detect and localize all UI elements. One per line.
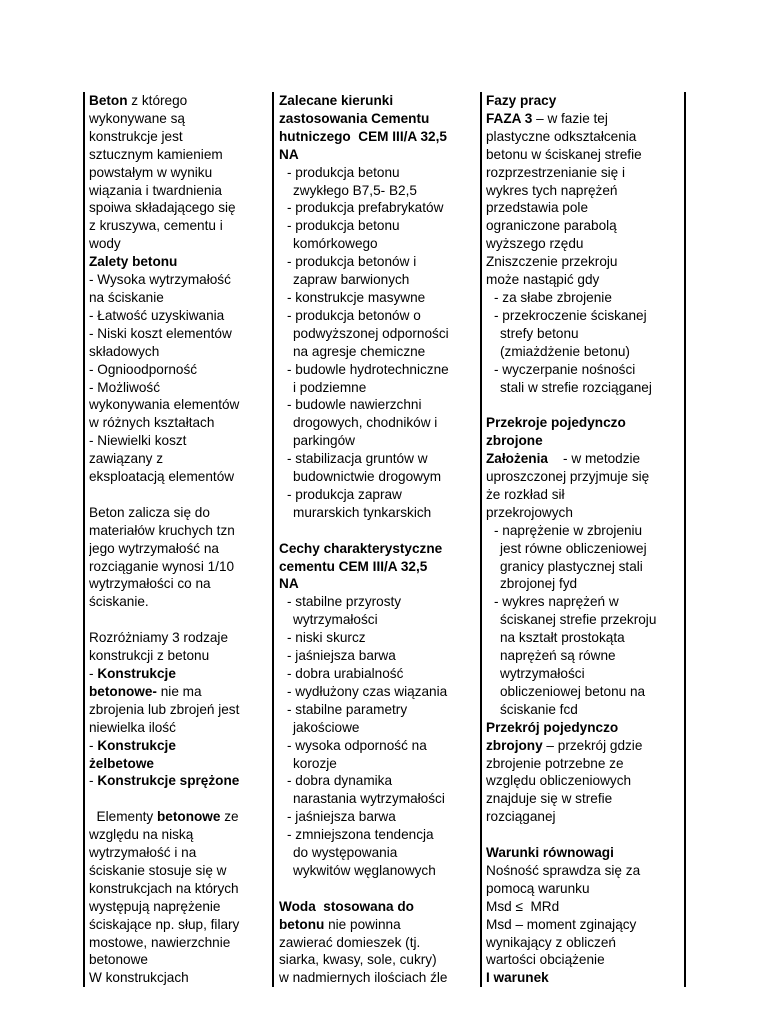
text-line: zbrojenie potrzebne ze <box>486 755 624 771</box>
list-item: - wyczerpanie nośności <box>494 361 636 377</box>
text-line: Zniszczenie przekroju <box>486 254 618 270</box>
text-line: Założenia - w metodzie <box>486 451 641 467</box>
text-line: eksploatacją elementów <box>89 469 235 485</box>
list-item: - stabilne parametry <box>287 701 408 717</box>
text-line: Rozróżniamy 3 rodzaje <box>89 630 229 646</box>
text-line: z kruszywa, cementu i <box>89 218 223 234</box>
list-item: - jaśniejsza barwa <box>287 648 396 664</box>
text-line: Nośność sprawdza się za <box>486 862 641 878</box>
text-line: składowych <box>89 343 160 359</box>
list-item: - zmniejszona tendencja <box>287 827 434 843</box>
list-item: - budowle hydrotechniczne <box>287 361 449 377</box>
text-line: betonu nie powinna <box>279 916 401 932</box>
text-line: wykres tych naprężeń <box>486 182 618 198</box>
list-item: - jaśniejsza barwa <box>287 809 396 825</box>
text-line: powstałym w wyniku <box>89 164 213 180</box>
text-line: pomocą warunku <box>486 880 590 896</box>
text-line: wytrzymałości <box>293 612 378 628</box>
text-line: ściskające np. słup, filary <box>89 916 240 932</box>
list-item: - Łatwość uzyskiwania <box>89 307 225 323</box>
text-line: wykonywane są <box>89 110 185 126</box>
list-item: - dobra dynamika <box>287 773 393 789</box>
text-line: zawierać domieszek (tj. <box>279 934 421 950</box>
section-heading: hutniczego CEM III/A 32,5 <box>279 128 447 144</box>
section-heading: Fazy pracy <box>486 93 557 108</box>
section-heading: NA <box>279 576 299 592</box>
text-line: zbrojonej fyd <box>500 576 578 592</box>
text-line: obliczeniowej betonu na <box>500 683 646 699</box>
text-line: narastania wytrzymałości <box>293 791 445 807</box>
list-item: - Wysoka wytrzymałość <box>89 272 231 288</box>
text-line: na kształt prostokąta <box>500 630 625 646</box>
text-line: do występowania <box>293 845 398 861</box>
list-item: - Możliwość <box>89 379 160 395</box>
list-item: - produkcja prefabrykatów <box>287 200 444 216</box>
column-beton <box>89 92 269 987</box>
list-item: - produkcja betonu <box>287 164 400 180</box>
list-item: - Niski koszt elementów <box>89 325 232 341</box>
list-item: - Konstrukcje <box>89 665 176 681</box>
text-line: wykwitów węglanowych <box>293 862 436 878</box>
text-line: wartości obciążenie <box>486 952 605 968</box>
text-line: ściskanie fcd <box>500 701 578 717</box>
text-line: betonowe <box>89 952 148 968</box>
column-divider-1 <box>272 92 274 987</box>
text-line: budownictwie drogowym <box>293 469 442 485</box>
text-line: ściskanie. <box>89 594 149 610</box>
text-line: zwykłego B7,5- B2,5 <box>293 182 417 198</box>
blank-line <box>486 396 682 414</box>
text-line: wyższego rzędu <box>486 236 584 252</box>
text-line: żelbetowe <box>89 755 154 771</box>
section-heading: I warunek <box>486 970 549 986</box>
column-divider-right <box>684 92 686 987</box>
blank-line <box>486 826 682 844</box>
list-item: - za słabe zbrojenie <box>494 289 612 305</box>
list-item: - stabilne przyrosty <box>287 594 402 610</box>
text-line: niewielka ilość <box>89 719 176 735</box>
column-fazy-pracy <box>486 92 682 987</box>
blank-line <box>279 522 477 540</box>
list-item: - produkcja betonów o <box>287 307 421 323</box>
text-line: w różnych kształtach <box>89 415 215 431</box>
text-line: W konstrukcjach <box>89 970 189 986</box>
text-line: ściskanie stosuje się w <box>89 862 227 878</box>
list-item: - naprężenie w zbrojeniu <box>494 522 643 538</box>
blank-line <box>89 486 269 504</box>
text-line: materiałów kruchych tzn <box>89 522 235 538</box>
text-line: podwyższonej odporności <box>293 325 449 341</box>
text-line: parkingów <box>293 433 355 449</box>
text-line: murarskich tynkarskich <box>293 504 432 520</box>
text-line: względu obliczeniowych <box>486 773 632 789</box>
text-line: Msd – moment zginający <box>486 916 637 932</box>
section-heading: zastosowania Cementu <box>279 110 430 126</box>
text-line: wynikający z obliczeń <box>486 934 616 950</box>
column-divider-left <box>83 92 85 987</box>
text-line: konstrukcji z betonu <box>89 648 210 664</box>
list-item: - produkcja betonów i <box>287 254 417 270</box>
text-line: spoiwa składającego się <box>89 200 236 216</box>
text-line: komórkowego <box>293 236 378 252</box>
text-line: betonu w ściskanej strefie <box>486 146 642 162</box>
list-item: - budowle nawierzchni <box>287 397 422 413</box>
text-line: zawiązany z <box>89 451 164 467</box>
list-item: - produkcja betonu <box>287 218 400 234</box>
text-line: że rozkład sił <box>486 486 565 502</box>
list-item: - przekroczenie ściskanej <box>494 307 647 323</box>
list-item: - wykres naprężeń w <box>494 594 619 610</box>
list-item: - dobra urabialność <box>287 665 404 681</box>
list-item: - niski skurcz <box>287 630 366 646</box>
section-heading: Przekrój pojedynczo <box>486 719 619 735</box>
text-line: granicy plastycznej stali <box>500 558 643 574</box>
text-line: Elementy betonowe ze <box>89 809 239 825</box>
text-line: uproszczonej przyjmuje się <box>486 469 650 485</box>
list-item: - Niewielki koszt <box>89 433 187 449</box>
list-item: - Ognioodporność <box>89 361 198 377</box>
section-heading: Woda stosowana do <box>279 898 414 914</box>
text-line: plastyczne odkształcenia <box>486 128 637 144</box>
text-line: stali w strefie rozciąganej <box>500 379 652 395</box>
text-line: zapraw barwionych <box>293 272 410 288</box>
text-line: zbrojenia lub zbrojeń jest <box>89 701 240 717</box>
text-line: konstrukcjach na których <box>89 880 239 896</box>
text-line: występują naprężenie <box>89 898 221 914</box>
text-line: sztucznym kamieniem <box>89 146 223 162</box>
list-item: - Konstrukcje <box>89 737 176 753</box>
text-line: w nadmiernych ilościach źle <box>279 970 448 986</box>
text-line: na ściskanie <box>89 289 164 305</box>
column-divider-2 <box>480 92 482 987</box>
text-line: jest równe obliczeniowej <box>500 540 647 556</box>
column-cement <box>279 92 477 987</box>
text-line: na agresje chemiczne <box>293 343 426 359</box>
text-line: korozje <box>293 755 337 771</box>
text-line: jego wytrzymałość na <box>89 540 219 556</box>
text-line: drogowych, chodników i <box>293 415 438 431</box>
text-line: jakościowe <box>293 719 360 735</box>
text-line: rozciąganej <box>486 809 556 825</box>
section-heading: zbrojone <box>486 433 543 449</box>
blank-line <box>279 880 477 898</box>
text-line: ograniczone parabolą <box>486 218 617 234</box>
text-line: strefy betonu <box>500 325 579 341</box>
text-line: wytrzymałości co na <box>89 576 211 592</box>
list-item: - wydłużony czas wiązania <box>287 683 448 699</box>
section-heading: Zalecane kierunki <box>279 93 394 108</box>
text-line: i podziemne <box>293 379 367 395</box>
text-line: wody <box>89 236 121 252</box>
section-heading: NA <box>279 146 299 162</box>
text-line: rozprzestrzenianie się i <box>486 164 626 180</box>
text-line: wytrzymałość i na <box>89 845 197 861</box>
text-line: zbrojony – przekrój gdzie <box>486 737 643 753</box>
text-line: (zmiażdżenie betonu) <box>500 343 630 359</box>
formula-line: Msd ≤ MRd <box>486 898 560 914</box>
section-heading: Przekroje pojedynczo <box>486 415 626 431</box>
text-line: konstrukcje jest <box>89 128 183 144</box>
list-item: - Konstrukcje sprężone <box>89 773 240 789</box>
section-heading: Cechy charakterystyczne <box>279 540 443 556</box>
text-line: mostowe, nawierzchnie <box>89 934 231 950</box>
text-line: względu na niską <box>89 827 194 843</box>
text-line: ściskanej strefie przekroju <box>500 612 657 628</box>
text-line: siarka, kwasy, sole, cukry) <box>279 952 437 968</box>
list-item: - stabilizacja gruntów w <box>287 451 428 467</box>
section-heading: cementu CEM III/A 32,5 <box>279 558 428 574</box>
text-line: przekrojowych <box>486 504 573 520</box>
blank-line <box>89 790 269 808</box>
text-line: Beton zalicza się do <box>89 504 210 520</box>
text-line: wiązania i twardnienia <box>89 182 222 198</box>
list-item: - wysoka odporność na <box>287 737 427 753</box>
text-line: wytrzymałości <box>500 665 585 681</box>
text-line: Beton z którego <box>89 93 188 108</box>
text-line: znajduje się w strefie <box>486 791 613 807</box>
list-item: - konstrukcje masywne <box>287 289 426 305</box>
list-item: - produkcja zapraw <box>287 486 402 502</box>
text-line: betonowe- nie ma <box>89 683 202 699</box>
text-line: może nastąpić gdy <box>486 272 600 288</box>
text-line: rozciąganie wynosi 1/10 <box>89 558 235 574</box>
blank-line <box>89 611 269 629</box>
text-line: wykonywania elementów <box>89 397 240 413</box>
section-heading: Warunki równowagi <box>486 845 614 861</box>
text-line: FAZA 3 – w fazie tej <box>486 110 608 126</box>
text-line: naprężeń są równe <box>500 648 616 664</box>
text-line: przedstawia pole <box>486 200 589 216</box>
section-heading: Zalety betonu <box>89 254 178 270</box>
